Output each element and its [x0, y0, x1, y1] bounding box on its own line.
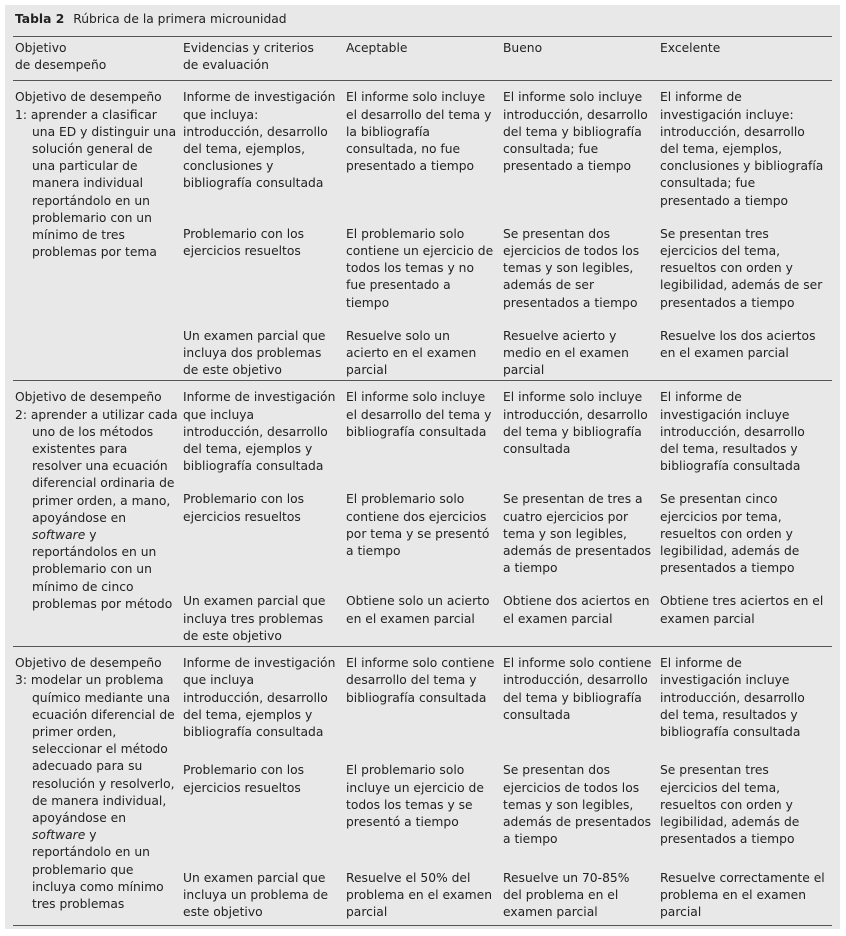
aceptable-cell: El informe solo incluye el desarrollo del tema y bibliografía consultada	[346, 390, 492, 439]
header-text: Evidencias y criterios	[183, 41, 314, 55]
bueno-cell: Resuelve un 70-85% del problema en el examen parcial	[503, 870, 630, 920]
objective-text: aprender a clasificar una ED y distinguir una solución general de una particular de manera individual reportándolo en un problemario con un mínimo de tres problemas por tema	[30, 107, 177, 260]
evidence-cell: Problemario con los ejercicios resueltos	[183, 492, 305, 524]
header-text: Bueno	[503, 41, 543, 55]
objective-group-3	[13, 647, 832, 926]
aceptable-cell: El informe solo contiene desarrollo del tema y bibliografía consultada	[346, 656, 495, 705]
excelente-cell: Se presentan tres ejercicios del tema, resueltos con orden y legibilidad, además de presentados a tiempo	[660, 763, 800, 847]
table-title: Rúbrica de la primera microunidad	[73, 12, 287, 26]
header-aceptable	[344, 37, 501, 81]
bueno-cell: Se presentan de tres a cuatro ejercicios por tema y son legibles, además de presentados a tiempo	[503, 492, 652, 576]
header-excelente	[658, 37, 832, 81]
objective-emphasis: software	[32, 528, 86, 543]
header-bueno	[501, 37, 658, 81]
excelente-cell: Resuelve los dos aciertos en el examen parcial	[660, 328, 816, 361]
rubric-table	[13, 36, 832, 926]
excelente-cell: Se presentan tres ejercicios del tema, resueltos con orden y legibilidad, además de ser presentados a tiempo	[660, 226, 823, 310]
excelente-cell: El informe de investigación incluye introducción, desarrollo del tema, resultados y bibliografía consultada	[660, 656, 805, 739]
objective-number: 3:	[15, 673, 27, 688]
excelente-cell: Se presentan cinco ejercicios por tema, resueltos con orden y legibilidad, además de presentados a tiempo	[660, 492, 800, 576]
bueno-cell: Se presentan dos ejercicios de todos los temas y son legibles, además de ser presentados a tiempo	[503, 226, 640, 310]
objective-heading: Objetivo de desempeño	[15, 390, 162, 405]
objective-description	[15, 107, 179, 262]
evidence-cell: Informe de investigación que incluya introducción, desarrollo del tema, ejemplos y bibliografía consultada	[183, 390, 336, 474]
objective-text: modelar un problema químico mediante una ecuación diferencial de primer orden, seleccionar el método adecuado para su resolución y resolverlo, de manera individual, apoyándose en	[30, 673, 175, 825]
objective-cell	[13, 81, 181, 381]
bueno-cell: Resuelve acierto y medio en el examen parcial	[503, 328, 629, 378]
evidence-cell: Un examen parcial que incluya un problema de este objetivo	[183, 870, 329, 920]
header-text: de desempeño	[15, 58, 107, 73]
objective-description	[15, 672, 179, 913]
evidence-cell: Informe de investigación que incluya: introducción, desarrollo del tema, ejemplos, conclusiones y bibliografía consultada	[183, 90, 336, 191]
bueno-cell: Obtiene dos aciertos en el examen parcial	[503, 594, 650, 626]
bueno-cell: El informe solo contiene introducción, desarrollo del tema y bibliografía consultada	[503, 656, 652, 722]
aceptable-cell: El problemario solo contiene un ejercicio de todos los temas y no fue presentado a tiempo	[346, 226, 494, 310]
table-row	[13, 381, 832, 488]
table-panel	[5, 5, 840, 929]
aceptable-cell: El problemario solo contiene dos ejercicios por tema y se presentó a tiempo	[346, 492, 490, 559]
table-caption	[15, 11, 287, 28]
header-evidence	[181, 37, 344, 81]
aceptable-cell: El problemario solo incluye un ejercicio de todos los temas y se presentó a tiempo	[346, 763, 484, 830]
table-label: Tabla 2	[15, 12, 65, 26]
objective-text-after: y reportándolo en un problemario que incluya como mínimo tres problemas	[32, 828, 164, 911]
objective-number: 1:	[15, 107, 27, 122]
evidence-cell: Problemario con los ejercicios resueltos	[183, 763, 305, 795]
header-text: Excelente	[660, 41, 721, 55]
objective-group-1	[13, 81, 832, 381]
objective-text-after: y reportándolos en un problemario con un mínimo de cinco problemas por método	[32, 528, 173, 611]
evidence-cell: Un examen parcial que incluya dos problemas de este objetivo	[183, 328, 326, 378]
objective-text: aprender a utilizar cada uno de los métodos existentes para resolver una ecuación diferencial ordinaria de primer orden, a mano, apoyándose en	[30, 407, 178, 525]
objective-group-2	[13, 381, 832, 647]
evidence-cell: Un examen parcial que incluya tres problemas de este objetivo	[183, 594, 326, 643]
header-row	[13, 37, 832, 81]
bueno-cell: El informe solo incluye introducción, desarrollo del tema y bibliografía consultada; fue presentado a tiempo	[503, 90, 648, 174]
header-text: Aceptable	[346, 41, 408, 55]
excelente-cell: Resuelve correctamente el problema en el examen parcial	[660, 870, 825, 920]
aceptable-cell: Resuelve el 50% del problema en el examen parcial	[346, 870, 492, 920]
objective-description	[15, 407, 179, 613]
header-objective	[13, 37, 181, 81]
aceptable-cell: El informe solo incluye el desarrollo del tema y la bibliografía consultada, no fue presentado a tiempo	[346, 90, 492, 174]
excelente-cell: El informe de investigación incluye: introducción, desarrollo del tema, ejemplos, conclusiones y bibliografía consultada; fue presentado a tiempo	[660, 90, 824, 208]
table-row	[13, 81, 832, 222]
objective-cell	[13, 381, 181, 647]
header-text: de evaluación	[183, 58, 269, 73]
evidence-cell: Informe de investigación que incluya introducción, desarrollo del tema, ejemplos y bibliografía consultada	[183, 656, 336, 739]
objective-number: 2:	[15, 407, 27, 422]
bueno-cell: Se presentan dos ejercicios de todos los temas y son legibles, además de presentados a tiempo	[503, 763, 652, 847]
objective-cell	[13, 647, 181, 926]
evidence-cell: Problemario con los ejercicios resueltos	[183, 226, 305, 259]
objective-emphasis: software	[32, 828, 86, 843]
excelente-cell: Obtiene tres aciertos en el examen parcial	[660, 594, 824, 626]
excelente-cell: El informe de investigación incluye introducción, desarrollo del tema, resultados y bibliografía consultada	[660, 390, 805, 474]
aceptable-cell: Resuelve solo un acierto en el examen parcial	[346, 328, 477, 378]
bueno-cell: El informe solo incluye introducción, desarrollo del tema y bibliografía consultada	[503, 390, 648, 457]
table-row	[13, 647, 832, 759]
aceptable-cell: Obtiene solo un acierto en el examen parcial	[346, 594, 490, 626]
header-text: Objetivo	[15, 41, 67, 55]
objective-heading: Objetivo de desempeño	[15, 90, 162, 105]
objective-heading: Objetivo de desempeño	[15, 656, 162, 671]
